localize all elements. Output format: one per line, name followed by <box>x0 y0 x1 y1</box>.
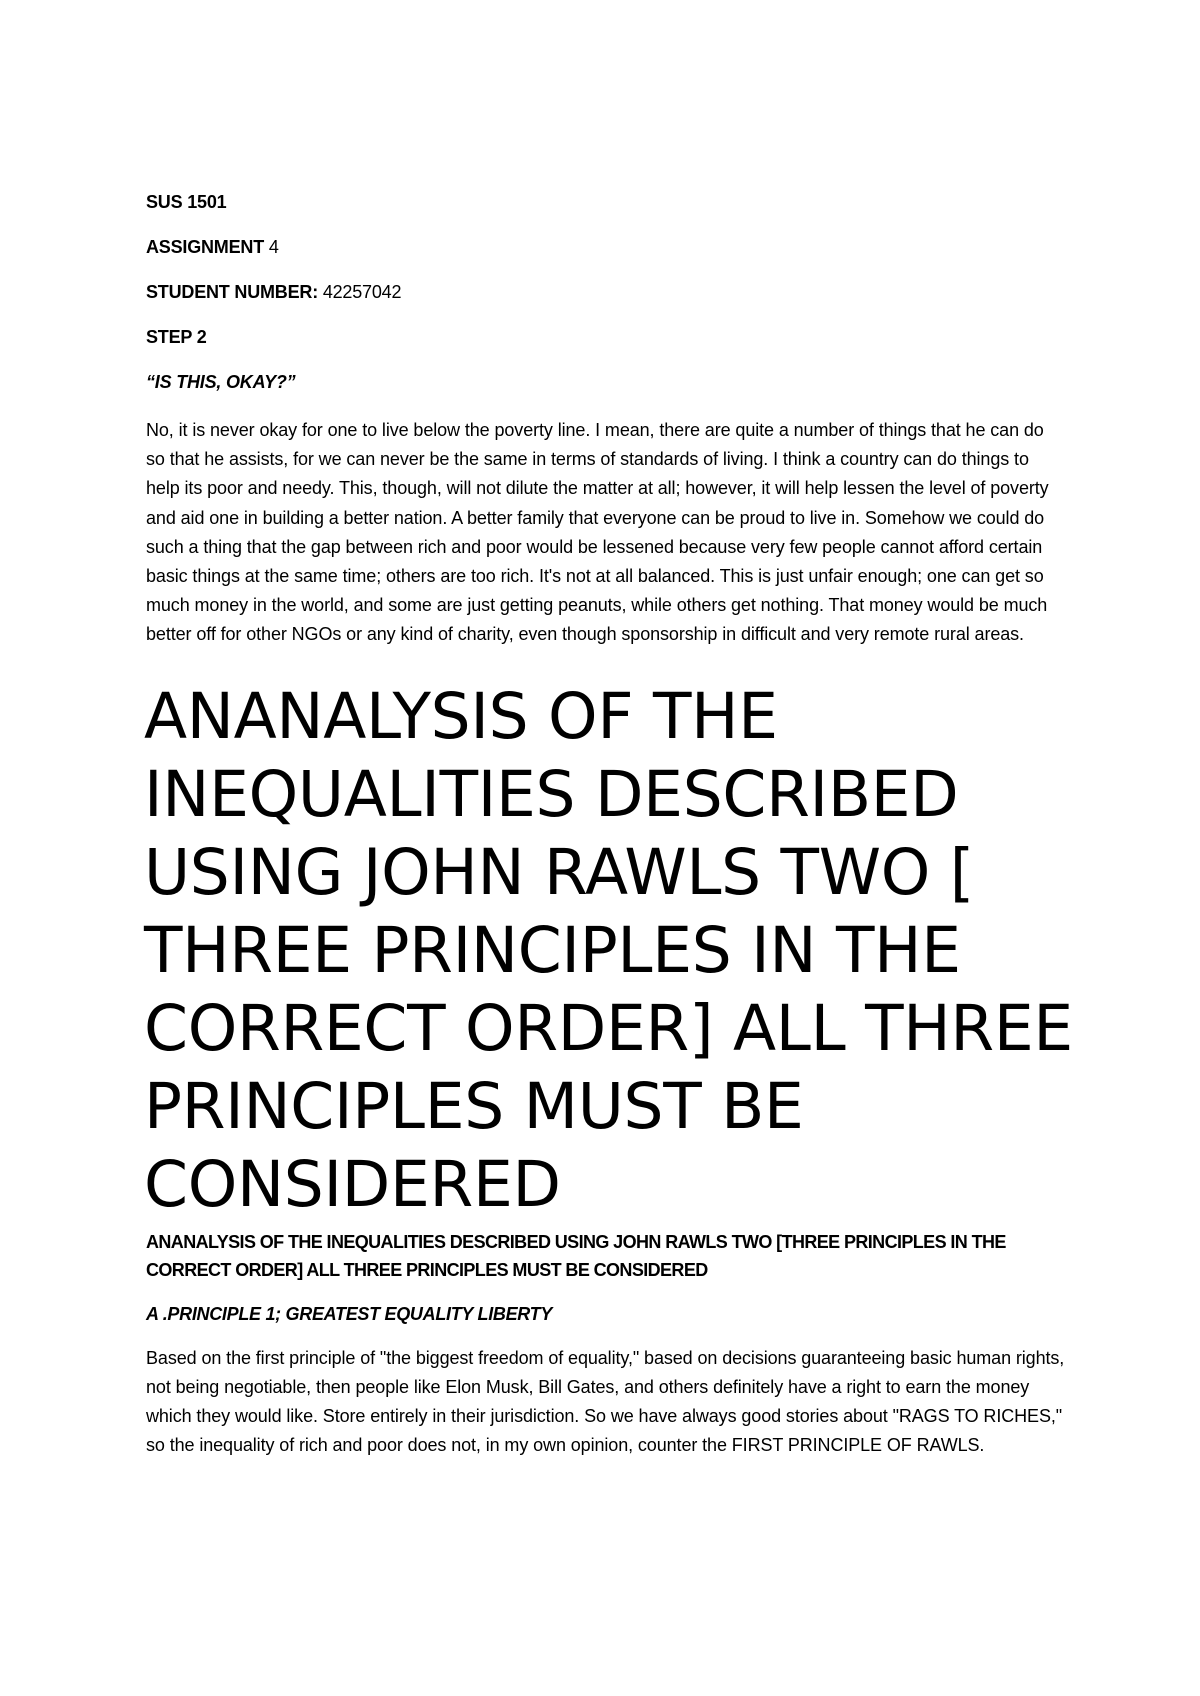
student-number-label: STUDENT NUMBER: <box>146 282 318 302</box>
student-number-value: 42257042 <box>322 282 402 302</box>
document-body <box>144 190 1073 1460</box>
assignment-line <box>146 235 1066 259</box>
question-line <box>146 370 1066 394</box>
question-text: “IS THIS, OKAY?” <box>146 372 296 392</box>
course-code <box>146 190 1066 214</box>
assignment-number: 4 <box>268 237 279 257</box>
course-code-text: SUS 1501 <box>146 192 227 212</box>
large-section-heading: ANANALYSIS OF THE INEQUALITIES DESCRIBED USING JOHN RAWLS TWO [ THREE PRINCIPLES IN THE CORRECT ORDER] ALL THREE PRINCIPLES MUST BE CONSIDERED <box>144 679 1073 1221</box>
step-label: STEP 2 <box>146 327 207 347</box>
student-number-line <box>146 280 1066 304</box>
principle-1-heading: A .PRINCIPLE 1; GREATEST EQUALITY LIBERTY <box>146 1303 553 1324</box>
intro-paragraph: No, it is never okay for one to live below the poverty line. I mean, there are quite a number of things that he can do so that he assists, for we can never be the same in terms of standards of living. I think a country can do things to help its poor and needy. This, though, will not dilute the matter at all; however, it will help lessen the level of poverty and aid one in building a better nation. A better family that everyone can be proud to live in. Somehow we could do such a thing that the gap between rich and poor would be lessened because very few people cannot afford certain basic things at the same time; others are too rich. It's not at all balanced. This is just unfair enough; one can get so much money in the world, and some are just getting peanuts, while others get nothing. That money would be much better off for other NGOs or any kind of charity, even though sponsorship in difficult and very remote rural areas. <box>146 420 1049 645</box>
assignment-label: ASSIGNMENT <box>146 237 265 257</box>
step-line <box>146 325 1066 349</box>
section-subheading: ANANALYSIS OF THE INEQUALITIES DESCRIBED USING JOHN RAWLS TWO [THREE PRINCIPLES IN THE CORRECT ORDER] ALL THREE PRINCIPLES MUST BE CONSIDERED <box>146 1231 1006 1280</box>
principle-1-paragraph: Based on the first principle of "the biggest freedom of equality," based on decisions guaranteeing basic human rights, not being negotiable, then people like Elon Musk, Bill Gates, and others definitely have a right to earn the money which they would like. Store entirely in their jurisdiction. So we have always good stories about "RAGS TO RICHES," so the inequality of rich and poor does not, in my own opinion, counter the FIRST PRINCIPLE OF RAWLS. <box>146 1347 1065 1456</box>
